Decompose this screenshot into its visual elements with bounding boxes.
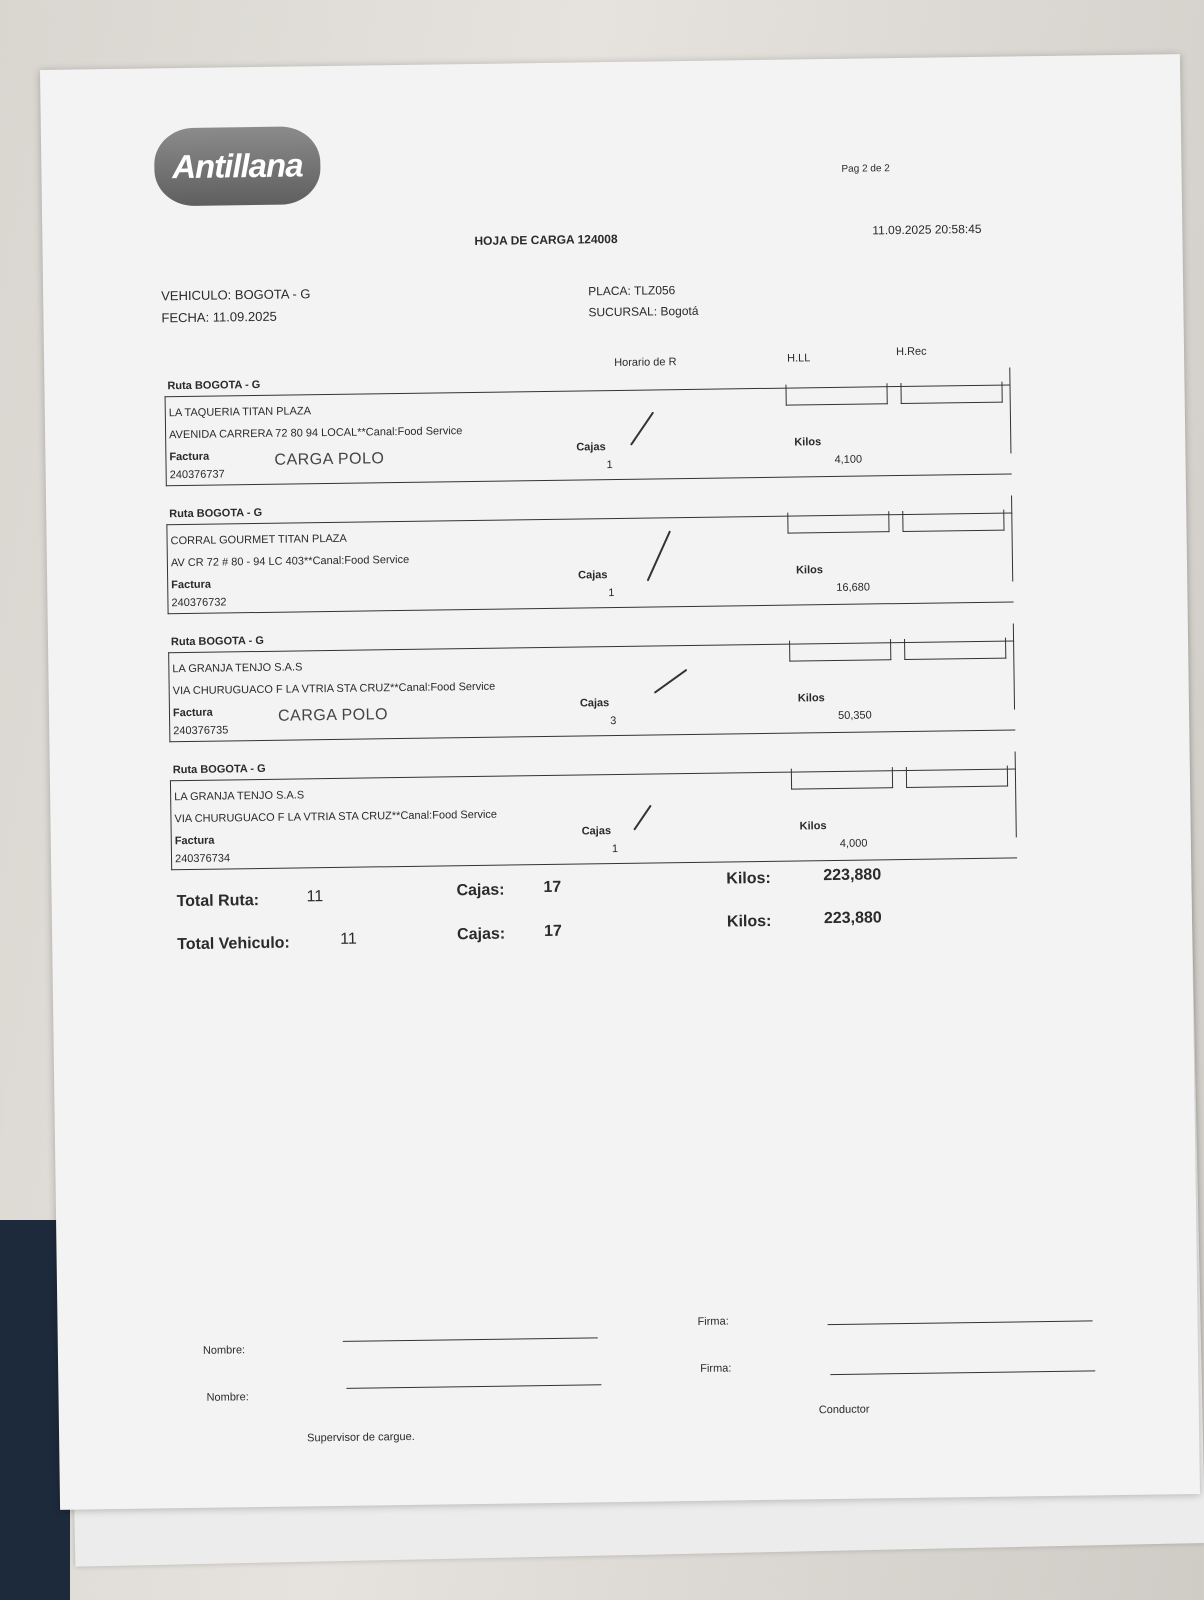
factura-number: 240376732 [171, 596, 227, 610]
entry-box [168, 640, 1015, 742]
signature-line [343, 1337, 598, 1342]
total-vehiculo-label: Total Vehiculo: [177, 934, 290, 954]
cajas-label: Cajas [581, 825, 612, 838]
hrec-box [902, 510, 1004, 532]
total-vehiculo-count: 11 [340, 930, 357, 948]
supervisor-label: Supervisor de cargue. [307, 1430, 415, 1445]
vehiculo: VEHICULO: BOGOTA - G [161, 286, 311, 304]
kilos-value: 4,000 [839, 837, 868, 850]
total-ruta-kilos: 223,880 [823, 866, 882, 885]
entry-block [170, 752, 1016, 864]
cajas-label: Cajas [579, 697, 610, 710]
hll-box [785, 383, 887, 405]
factura-label: Factura [174, 834, 215, 848]
nombre-label-2: Nombre: [206, 1391, 249, 1404]
client-address: AVENIDA CARRERA 72 80 94 LOCAL**Canal:Food Service [169, 425, 463, 442]
entry-block [166, 496, 1012, 608]
client-name: LA GRANJA TENJO S.A.S [172, 661, 303, 676]
cajas-label: Cajas [576, 441, 606, 454]
total-ruta-label: Total Ruta: [176, 892, 260, 911]
client-name: CORRAL GOURMET TITAN PLAZA [170, 532, 347, 548]
total-ruta-kilos-label: Kilos: [726, 869, 771, 888]
client-address: AV CR 72 # 80 - 94 LC 403**Canal:Food Service [170, 553, 410, 570]
client-address: VIA CHURUGUACO F LA VTRIA STA CRUZ**Canal:Food Service [172, 680, 496, 698]
firma-label-2: Firma: [700, 1362, 732, 1375]
factura-number: 240376735 [173, 724, 229, 738]
cajas-value: 3 [610, 715, 617, 728]
timestamp: 11.09.2025 20:58:45 [872, 221, 982, 238]
entry-box [166, 512, 1013, 614]
factura-label: Factura [169, 450, 210, 464]
entry-box [170, 768, 1017, 870]
kilos-label: Kilos [799, 820, 827, 833]
document-title: HOJA DE CARGA 124008 [474, 231, 618, 248]
kilos-value: 16,680 [836, 581, 871, 594]
factura-number: 240376734 [174, 852, 231, 866]
ruta-label: Ruta BOGOTA - G [169, 506, 263, 521]
hll-box [787, 511, 889, 533]
signature-line [346, 1384, 601, 1389]
client-name: LA GRANJA TENJO S.A.S [174, 789, 305, 804]
total-vehiculo-kilos-label: Kilos: [726, 912, 772, 931]
col-hrec: H.Rec [895, 345, 927, 359]
client-name: LA TAQUERIA TITAN PLAZA [168, 405, 312, 420]
cajas-label: Cajas [578, 569, 608, 582]
fecha: FECHA: 11.09.2025 [161, 308, 277, 326]
entry-block [164, 368, 1010, 480]
kilos-label: Kilos [794, 436, 822, 449]
handwritten-note: CARGA POLO [274, 450, 385, 469]
col-horario: Horario de R [614, 356, 677, 370]
check-mark-icon [654, 669, 688, 694]
factura-number: 240376737 [169, 468, 225, 482]
hrec-box [906, 766, 1008, 788]
client-address: VIA CHURUGUACO F LA VTRIA STA CRUZ**Canal:Food Service [174, 808, 498, 826]
nombre-label-1: Nombre: [202, 1344, 246, 1357]
page-indicator: Pag 2 de 2 [841, 163, 890, 175]
total-vehiculo-kilos: 223,880 [823, 909, 882, 928]
entry-block [168, 624, 1014, 736]
signature-line [830, 1370, 1095, 1375]
signature-line [828, 1320, 1093, 1325]
kilos-value: 50,350 [838, 709, 872, 722]
placa: PLACA: TLZ056 [588, 283, 676, 299]
kilos-label: Kilos [795, 564, 824, 577]
factura-label: Factura [171, 578, 212, 592]
ruta-label: Ruta BOGOTA - G [172, 762, 266, 777]
total-vehiculo-cajas: 17 [543, 922, 562, 941]
check-mark-icon [633, 805, 652, 831]
entry-box [165, 384, 1012, 486]
sucursal: SUCURSAL: Bogotá [588, 303, 699, 320]
hrec-box [904, 638, 1006, 660]
total-ruta-count: 11 [306, 888, 324, 906]
firma-label-1: Firma: [697, 1315, 729, 1328]
hll-box [789, 639, 891, 661]
ruta-label: Ruta BOGOTA - G [170, 634, 264, 649]
check-mark-icon [630, 412, 654, 446]
check-mark-icon [647, 530, 671, 581]
cajas-value: 1 [606, 459, 613, 472]
total-ruta-cajas-label: Cajas: [456, 881, 505, 900]
cajas-value: 1 [608, 587, 615, 600]
total-ruta-cajas: 17 [543, 878, 562, 897]
conductor-label: Conductor [818, 1403, 870, 1417]
handwritten-note: CARGA POLO [277, 706, 389, 725]
col-hll: H.LL [787, 352, 811, 365]
load-sheet-document [40, 54, 1200, 1510]
kilos-label: Kilos [797, 692, 825, 705]
ruta-label: Ruta BOGOTA - G [167, 378, 261, 393]
hrec-box [900, 382, 1002, 404]
total-vehiculo-cajas-label: Cajas: [456, 925, 506, 944]
antillana-logo: Antillana [154, 126, 321, 206]
hll-box [791, 767, 893, 789]
kilos-value: 4,100 [834, 453, 863, 466]
factura-label: Factura [172, 706, 213, 720]
cajas-value: 1 [611, 843, 619, 856]
